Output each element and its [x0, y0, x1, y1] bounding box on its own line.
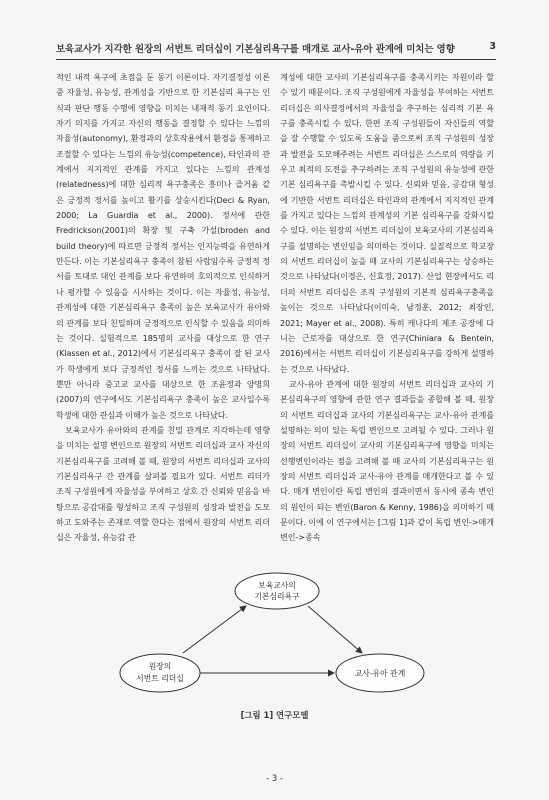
dependent-label: 교사-유아 관계 — [354, 669, 406, 678]
paragraph: 교사-유아 관계에 대한 원장의 서번트 리더십과 교사의 기본심리욕구의 영향에 관한 연구 결과들을 종합해 볼 때, 원장의 서번트 리더십과 교사의 기본심리욕구는 교사-유아 관계를 설명하는 의미 있는 독립 변인으로 고려될 수 있다. 그러나 원장의 서번트 리더십이 교사의 기본심리욕구에 영향을 미치는 선행변인이라는 점을 고려해 볼 때 교사의 기본심리욕구는 원장의 서번트 리더십과 교사-유아 관계를 매개한다고 볼 수 있다. 매개 변인이란 독립 변인의 결과이면서 동시에 종속 변인의 원인이 되는 변인(Baron & Kenny, 1986)을 의미하기 때문이다. 이에 이 연구에서는 [그림 1]과 같이 독립 변인->매개 변인->종속 — [280, 379, 494, 543]
independent-label-line1: 원장의 — [148, 662, 172, 671]
figure-caption: [그림 1] 연구모델 — [240, 710, 309, 720]
paragraph: 보육교사가 유아와의 관계를 친밀 관계로 지각하는데 영향을 미치는 설명 변인으로 원장의 서번트 리더십과 교사 자신의 기본심리욕구를 고려해 볼 때, 원장의 서번트 리더십과 교사의 기본심리욕구 간 관계를 살펴볼 필요가 있다. 서번트 리더가 조직 구성원에게 자율성을 부여하고 상호 간 신뢰와 믿음을 바탕으로 공감대를 형성하고 조직 구성원의 성장과 발전을 도모하고 도와주는 존재로 역할 한다는 점에서 원장의 서번트 리더십은 자율성, 유능감 관 — [56, 425, 270, 543]
page-number-footer: - 3 - — [266, 773, 283, 783]
running-header — [56, 41, 496, 55]
paragraph: 계성에 대한 교사의 기본심리욕구를 충족시키는 자원이라 할 수 있기 때문이다. 조직 구성원에게 자율성을 부여하는 서번트 리더십은 의사결정에서의 자율성을 추구하는 심리적 기본 욕구를 충족시킬 수 있다. 한편 조직 구성원들이 자신들의 역할을 잘 수행할 수 있도록 도움을 줌으로써 조직 구성원의 성장과 발전을 도모해주려는 서번트 리더십은 스스로의 역량을 키우고 최적의 도전을 추구하려는 조직 구성원의 유능성에 관한 기본 심리욕구를 촉발시킬 수 있다. 신뢰와 믿음, 공감대 형성에 기반한 서번트 리더십은 타인과의 관계에서 지지적인 관계를 가지고 있다는 느낌의 관계성의 기본 심리욕구를 강화시킬 수 있다. 이는 원장의 서번트 리더십이 보육교사의 기본심리욕구를 설명하는 변인임을 의미하는 것이다. 실질적으로 학교장의 서번트 리더십이 높을 때 교사의 기본심리욕구는 상승하는 것으로 나타났다(이경은, 신효정, 2017). 산업 현장에서도 리더의 서번트 리더십은 조직 구성원의 기본적 심리욕구충족을 높이는 것으로 나타났다(이미숙, 남정훈, 2012; 최장인, 2021; Mayer et al., 2008). 특히 캐나다의 제조 공장에 다니는 근로자를 대상으로 한 연구(Chiniara & Bentein, 2016)에서는 서번트 리더십이 기본심리욕구를 강하게 설명하는 것으로 나타났다. — [280, 73, 494, 374]
right-column — [280, 70, 494, 546]
mediator-label-line1: 보육교사의 — [258, 581, 296, 590]
arrow-independent-to-mediator — [183, 606, 246, 653]
header-title: 보육교사가 지각한 원장의 서번트 리더십이 기본심리욕구를 매개로 교사-유아 관계에 미치는 영향 — [56, 44, 455, 55]
mediator-node — [235, 573, 319, 609]
independent-label-line2: 서번트 리더십 — [136, 674, 184, 683]
paragraph: 적인 내적 욕구에 초점을 둔 동기 이론이다. 자기결정성 이론 중 자율성, 유능성, 관계성을 기반으로 한 기본심리 욕구는 인식과 판단 행동 수행에 영향을 미치는 내재적 동기 요인이다. 자기 의지를 가지고 자신의 행동을 결정할 수 있다는 느낌의 자율성(autonomy), 환경과의 상호작용에서 환경을 통제하고 조절할 수 있다는 느낌의 유능성(competence), 타인과의 관계에서 지지적인 관계를 가지고 있다는 느낌의 관계성(relatedness)에 대한 심리적 욕구충족은 흥미나 즐거움 같은 긍정적 정서를 높이고 활기를 상승시킨다(Deci & Ryan, 2000; La Guardia et al., 2000). 정서에 관한 Fredrickson(2001)의 확장 및 구축 가설(broden and build theory)에 따르면 긍정적 정서는 인지능력을 유연하게 만든다. 이는 기본심리욕구 충족이 참된 사람임수록 긍정적 정서를 토대로 대인 관계를 보다 유연하며 호의적으로 인식하거나 평가할 수 있음을 시사하는 것이다. 이는 자율성, 유능성, 관계성에 대한 기본심리욕구 충족이 높은 보육교사가 유아와의 관계를 보다 친밀하며 긍정적으로 인식할 수 있음을 의미하는 것이다. 실험적으로 185명의 교사를 대상으로 한 연구(Klassen et al., 2012)에서 기본심리욕구 충족이 잘 된 교사가 학생에게 보다 긍정적인 정서를 느끼는 것으로 나타났다. 뿐만 아니라 중고교 교사를 대상으로 한 조윤정과 양명희(2007)의 연구에서도 기본심리욕구 충족이 높은 교사일수록 학생에 대한 관심과 이해가 높은 것으로 나타났다. — [56, 73, 270, 420]
arrow-mediator-to-dependent — [308, 606, 362, 653]
left-column — [56, 70, 270, 546]
research-model-diagram — [115, 562, 435, 702]
header-rule — [56, 59, 496, 60]
independent-node — [120, 654, 200, 692]
mediator-label-line2: 기본심리욕구 — [254, 592, 300, 601]
header-page-number: 3 — [489, 41, 496, 52]
